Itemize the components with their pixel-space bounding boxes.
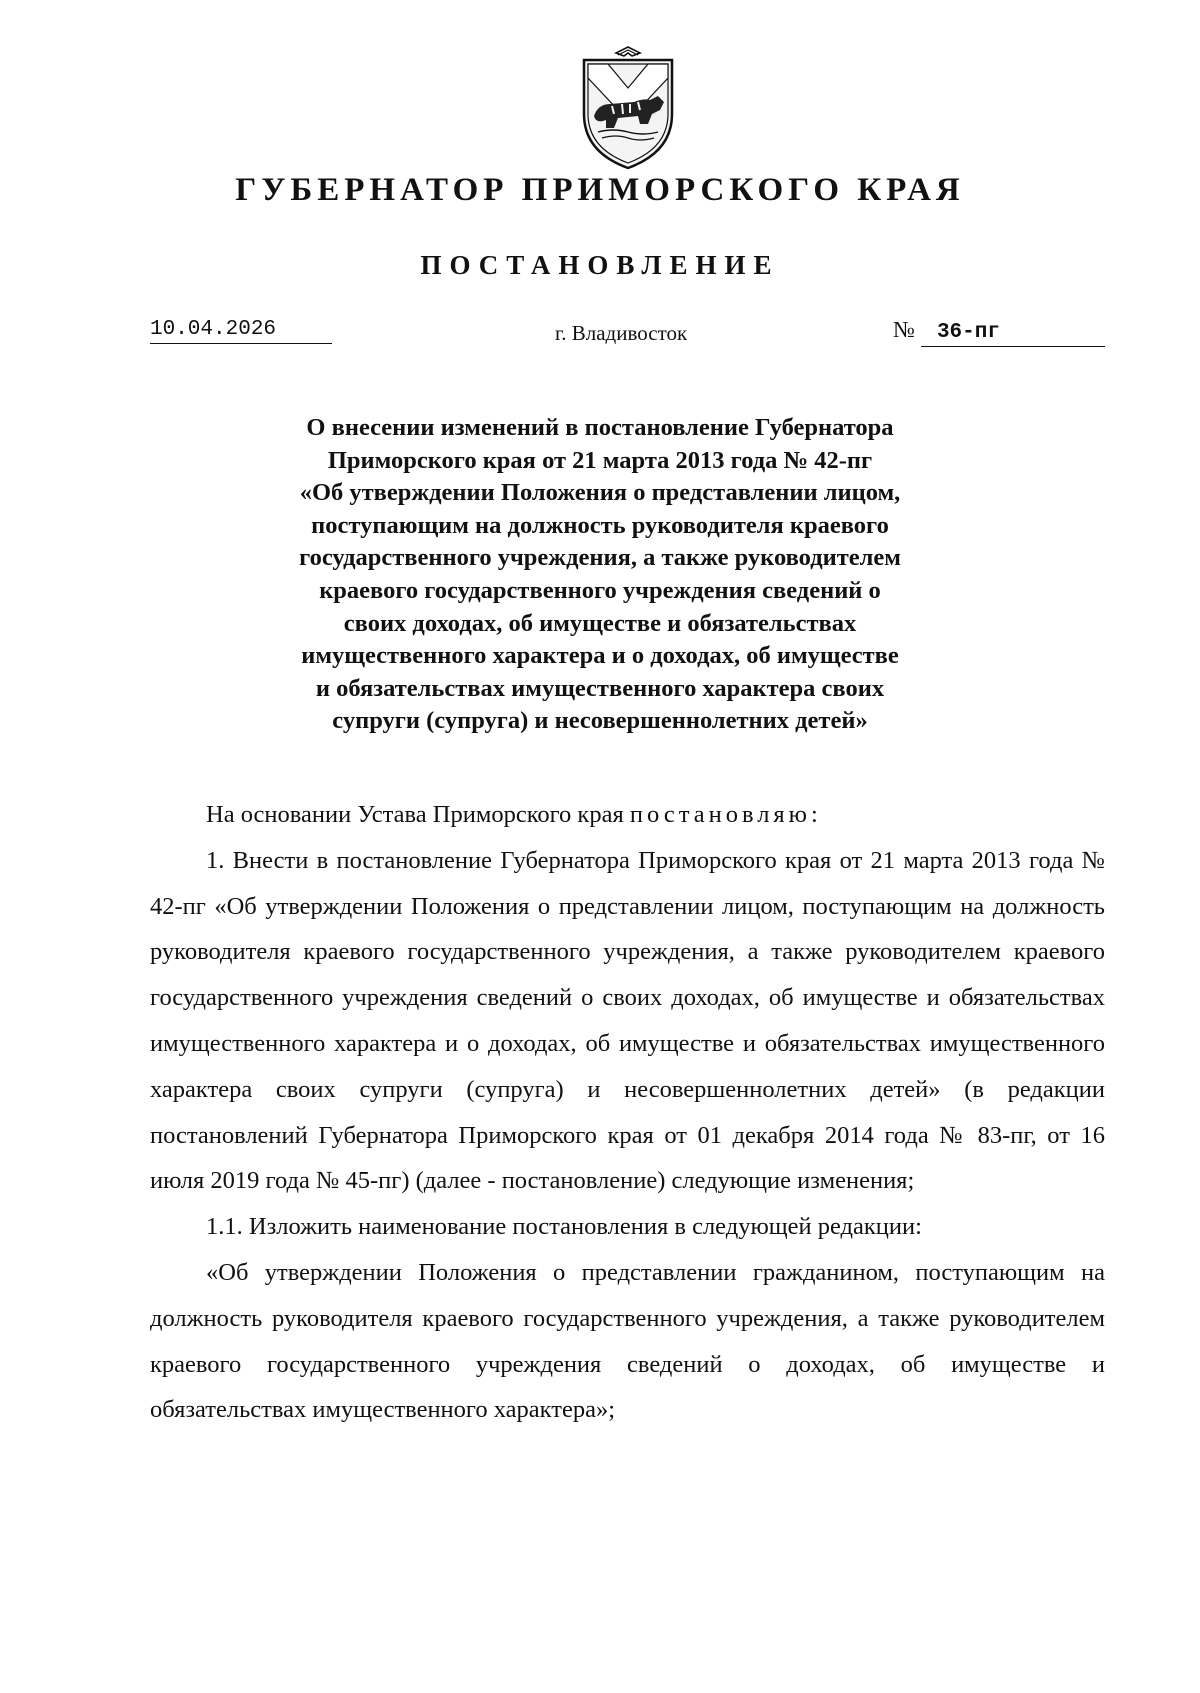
issuing-authority: ГУБЕРНАТОР ПРИМОРСКОГО КРАЯ: [235, 172, 965, 208]
quoted-title-paragraph: «Об утверждении Положения о представлении гражданином, поступающим на должность руководителя краевого государственного учреждения, а также руководителем краевого государственного учреждения сведений о доходах, об имуществе и обязательствах имущественного характера»;: [150, 1258, 1105, 1424]
title-line: государственного учреждения, а также руководителем: [299, 544, 901, 572]
document-type: ПОСТАНОВЛЕНИЕ: [420, 250, 780, 280]
document-title: [250, 412, 950, 738]
preamble-text: На основании Устава Приморского края: [206, 801, 624, 828]
preamble-paragraph: [150, 792, 1105, 838]
document-number: [893, 317, 1105, 347]
decree-word: постановляю:: [629, 801, 822, 828]
number-sign: №: [893, 317, 915, 342]
title-line: имущественного характера и о доходах, об имуществе: [301, 642, 899, 670]
title-line: и обязательствах имущественного характера своих: [315, 674, 885, 702]
title-line: супруги (супруга) и несовершеннолетних детей»: [332, 707, 868, 735]
coat-of-arms-icon: [578, 44, 678, 172]
item-1-paragraph: 1. Внести в постановление Губернатора Приморского края от 21 марта 2013 года № 42-пг «Об утверждении Положения о представлении лицом, поступающим на должность руководителя краевого государственного учреждения, а также руководителем краевого государственного учреждения сведений о своих доходах, об имуществе и обязательствах имущественного характера и о доходах, об имуществе и обязательствах имущественного характера своих супруги (супруга) и несовершеннолетних детей» (в редакции постановлений Губернатора Приморского края от 01 декабря 2014 года № 83-пг, от 16 июля 2019 года № 45-пг) (далее - постановление) следующие изменения;: [150, 846, 1105, 1195]
title-line: Приморского края от 21 марта 2013 года № 42-пг: [327, 446, 873, 474]
document-city: г. Владивосток: [555, 321, 688, 345]
title-line: краевого государственного учреждения сведений о: [319, 576, 881, 604]
item-1-1-paragraph: 1.1. Изложить наименование постановления в следующей редакции:: [206, 1213, 922, 1241]
title-line: своих доходах, об имуществе и обязательствах: [343, 609, 857, 637]
title-line: «Об утверждении Положения о представлении лицом,: [299, 479, 901, 507]
title-line: О внесении изменений в постановление Губернатора: [306, 414, 894, 441]
title-line: поступающим на должность руководителя краевого: [311, 511, 889, 539]
document-body: [150, 792, 1105, 1433]
document-date: 10.04.2026: [150, 317, 332, 344]
number-value: 36-пг: [921, 320, 1105, 347]
